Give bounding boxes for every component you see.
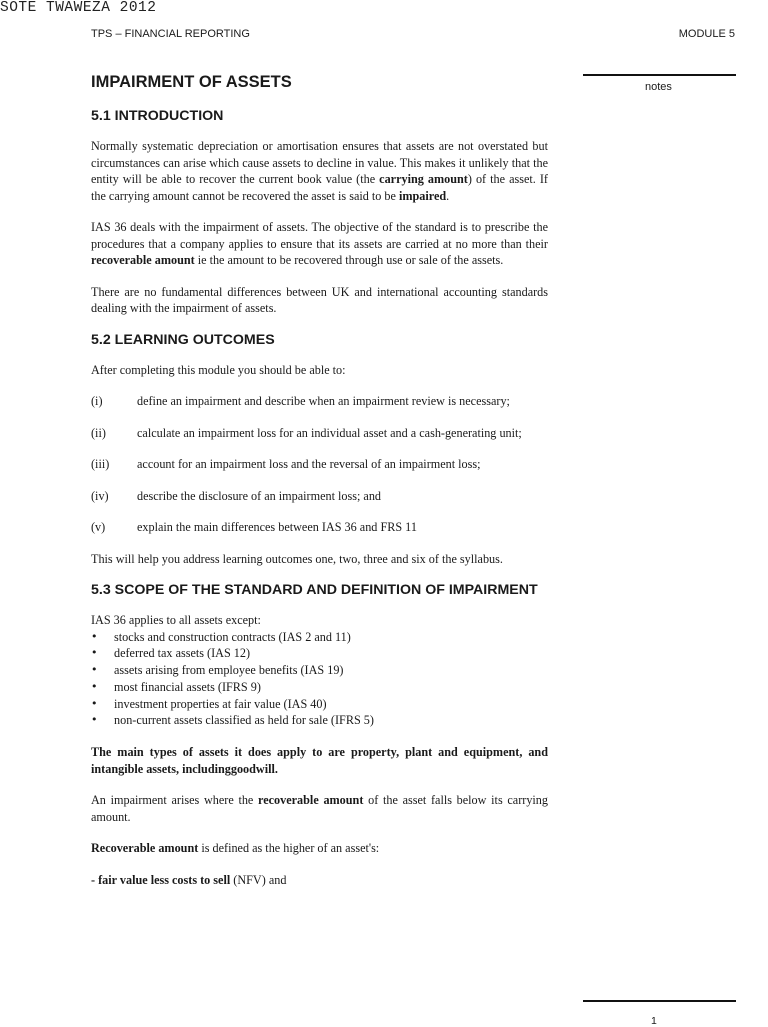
scope-exceptions-list xyxy=(91,629,548,730)
intro-paragraph-2: IAS 36 deals with the impairment of assets. The objective of the standard is to prescribe the procedures that a company applies to ensure that its assets are carried at no more than their recoverable amount ie the amount to be recovered through use or sale of the assets. xyxy=(91,220,548,267)
intro-paragraph-3: There are no fundamental differences between UK and international accounting standards dealing with the impairment of assets. xyxy=(91,284,548,315)
outcome-item xyxy=(91,425,548,442)
document-body xyxy=(91,70,548,888)
main-asset-types: The main types of assets it does apply to are property, plant and equipment, and intangible assets, includinggoodwill. xyxy=(91,745,548,776)
section-heading-5-1: 5.1 INTRODUCTION xyxy=(91,108,224,124)
page-number: 1 xyxy=(651,1015,657,1027)
outcome-item xyxy=(91,488,548,505)
list-item: • assets arising from employee benefits (IAS 19) xyxy=(91,663,344,678)
bullet-icon: • xyxy=(91,646,98,660)
outcome-text: describe the disclosure of an impairment loss; and xyxy=(137,488,382,503)
outcomes-intro: After completing this module you should be able to: xyxy=(91,362,346,377)
outcome-text: explain the main differences between IAS 36 and FRS 11 xyxy=(137,520,417,534)
outcome-number: (i) xyxy=(91,394,103,408)
page-title: IMPAIRMENT OF ASSETS xyxy=(91,73,292,91)
outcome-item xyxy=(91,456,548,473)
bullet-icon: • xyxy=(91,679,98,693)
list-item: • most financial assets (IFRS 9) xyxy=(91,679,261,694)
outcome-text: account for an impairment loss and the reversal of an impairment loss; xyxy=(137,457,481,471)
bullet-icon: • xyxy=(91,663,98,677)
outcome-number: (iv) xyxy=(91,488,109,503)
running-header-module: MODULE 5 xyxy=(678,28,735,40)
nfv-line: - fair value less costs to sell (NFV) and xyxy=(91,872,287,887)
list-item: • non-current assets classified as held for sale (IFRS 5) xyxy=(91,713,374,728)
outcome-text: calculate an impairment loss for an individual asset and a cash-generating unit; xyxy=(137,425,522,440)
watermark-text: SOTE TWAWEZA 2012 xyxy=(0,0,157,16)
outcomes-closing: This will help you address learning outcomes one, two, three and six of the syllabus. xyxy=(91,551,503,566)
list-item: • investment properties at fair value (IAS 40) xyxy=(91,696,327,711)
intro-paragraph-1: Normally systematic depreciation or amortisation ensures that assets are not overstated but circumstances can arise which cause assets to decline in value. This makes it unlikely that the entity will be able to recover the current book value (the carrying amount) of the asset. If the carrying amount cannot be recovered the asset is said to be impaired. xyxy=(91,139,548,203)
outcome-number: (iii) xyxy=(91,457,110,471)
bullet-icon: • xyxy=(91,713,98,727)
running-header-title: TPS – FINANCIAL REPORTING xyxy=(91,28,250,40)
impairment-definition: An impairment arises where the recoverable amount of the asset falls below its carrying amount. xyxy=(91,793,548,824)
scope-intro: IAS 36 applies to all assets except: xyxy=(91,613,261,627)
list-item: • deferred tax assets (IAS 12) xyxy=(91,646,251,661)
bullet-icon: • xyxy=(91,629,98,643)
recoverable-amount-definition: Recoverable amount is defined as the higher of an asset's: xyxy=(91,841,380,856)
outcome-text: define an impairment and describe when an impairment review is necessary; xyxy=(137,394,510,408)
list-item: • stocks and construction contracts (IAS 2 and 11) xyxy=(91,629,351,644)
notes-rule-top xyxy=(583,74,736,76)
outcome-number: (ii) xyxy=(91,425,106,440)
outcome-item xyxy=(91,519,548,536)
bullet-icon: • xyxy=(91,696,98,710)
section-heading-5-2: 5.2 LEARNING OUTCOMES xyxy=(91,331,275,348)
outcome-item xyxy=(91,393,548,410)
outcomes-list xyxy=(91,393,548,536)
notes-rule-bottom xyxy=(583,1000,736,1002)
notes-label: notes xyxy=(645,81,672,93)
section-heading-5-3: 5.3 SCOPE OF THE STANDARD AND DEFINITION OF IMPAIRMENT xyxy=(91,582,538,598)
outcome-number: (v) xyxy=(91,520,106,534)
